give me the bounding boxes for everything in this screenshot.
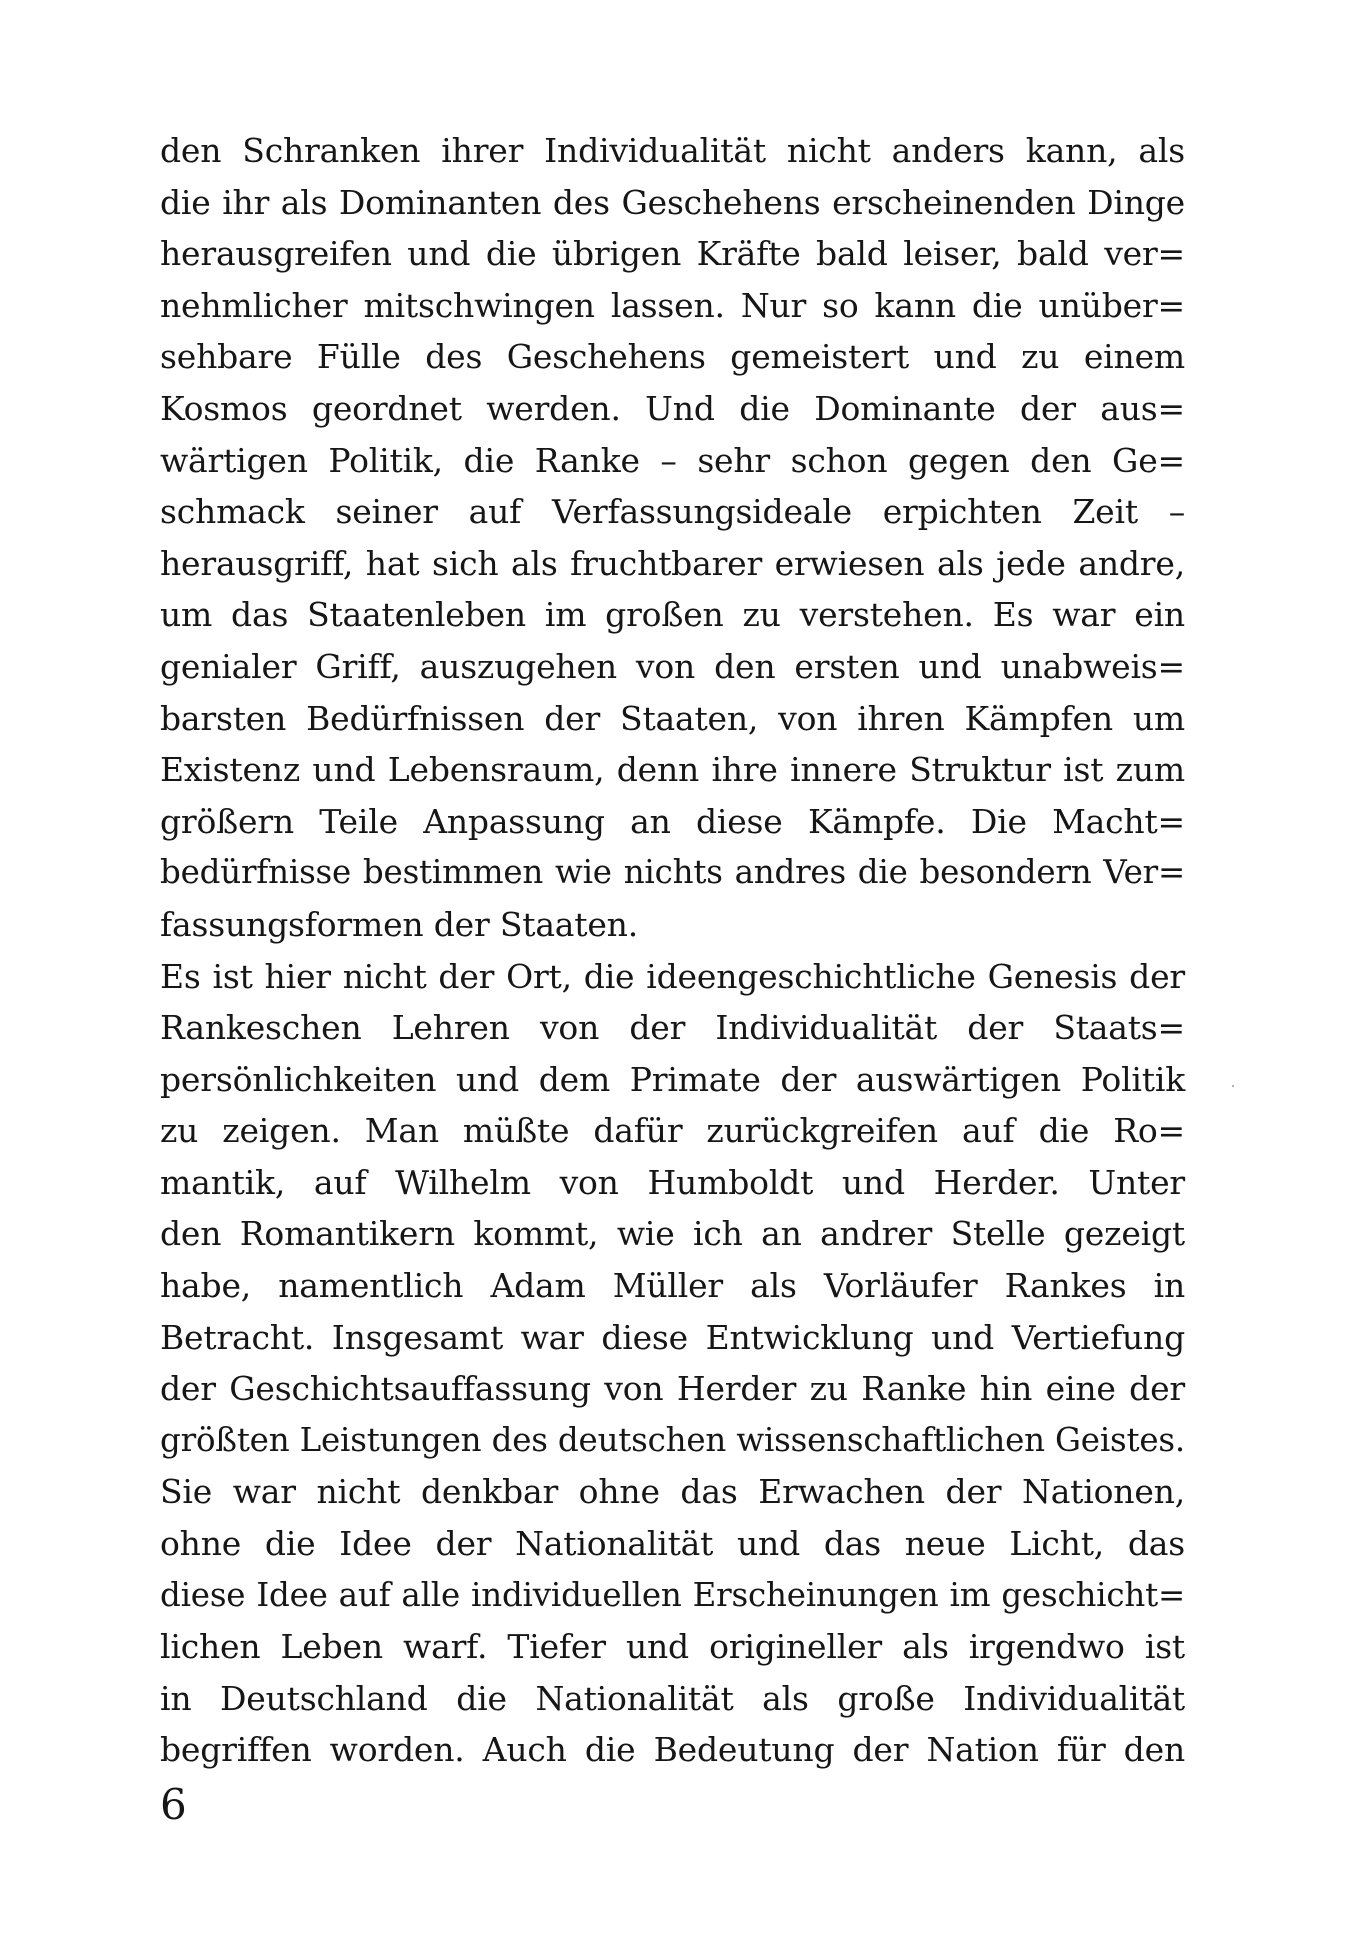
text-line: die ihr als Dominanten des Geschehens erscheinenden Dinge xyxy=(160,182,1185,222)
text-line: größern Teile Anpassung an diese Kämpfe. Die Macht= xyxy=(160,801,1185,841)
text-line: Kosmos geordnet werden. Und die Dominante der aus= xyxy=(160,388,1185,428)
text-line: begriffen worden. Auch die Bedeutung der Nation für den xyxy=(160,1730,1185,1770)
text-line: zu zeigen. Man müßte dafür zurückgreifen auf die Ro= xyxy=(160,1111,1185,1151)
text-line: den Schranken ihrer Individualität nicht anders kann, als xyxy=(160,131,1185,170)
text-line: Sie war nicht denkbar ohne das Erwachen der Nationen, xyxy=(160,1472,1185,1512)
text-line: lichen Leben warf. Tiefer und origineller als irgendwo ist xyxy=(160,1627,1185,1667)
text-line: ohne die Idee der Nationalität und das neue Licht, das xyxy=(160,1524,1185,1564)
text-line: diese Idee auf alle individuellen Erscheinungen im geschicht= xyxy=(160,1575,1185,1614)
text-line: sehbare Fülle des Geschehens gemeistert und zu einem xyxy=(160,337,1185,377)
text-line: mantik, auf Wilhelm von Humboldt und Herder. Unter xyxy=(160,1162,1185,1202)
text-line: herausgriff, hat sich als fruchtbarer erwiesen als jede andre, xyxy=(160,543,1185,583)
text-line: schmack seiner auf Verfassungsideale erpichten Zeit – xyxy=(160,492,1185,532)
text-line: um das Staatenleben im großen zu verstehen. Es war ein xyxy=(160,595,1185,635)
text-line: größten Leistungen des deutschen wissenschaftlichen Geistes. xyxy=(160,1420,1185,1459)
body-text xyxy=(160,125,1185,1776)
text-line: Betracht. Insgesamt war diese Entwicklung und Vertiefung xyxy=(160,1317,1185,1357)
text-line: Rankeschen Lehren von der Individualität der Staats= xyxy=(160,1008,1185,1048)
text-line: wärtigen Politik, die Ranke – sehr schon gegen den Ge= xyxy=(160,440,1185,480)
text-line: fassungsformen der Staaten. xyxy=(160,904,639,944)
text-line: Existenz und Lebensraum, denn ihre innere Struktur ist zum xyxy=(160,750,1185,790)
text-line: barsten Bedürfnissen der Staaten, von ihren Kämpfen um xyxy=(160,698,1185,738)
text-line: den Romantikern kommt, wie ich an andrer Stelle gezeigt xyxy=(160,1214,1185,1254)
text-line: genialer Griff, auszugehen von den ersten und unabweis= xyxy=(160,646,1185,686)
paper-speck xyxy=(1232,1085,1234,1087)
page-number: 6 xyxy=(160,1780,187,1829)
text-line: herausgreifen und die übrigen Kräfte bald leiser, bald ver= xyxy=(160,234,1185,274)
text-line: bedürfnisse bestimmen wie nichts andres die besondern Ver= xyxy=(160,853,1185,892)
text-line: in Deutschland die Nationalität als große Individualität xyxy=(160,1678,1185,1718)
text-line: nehmlicher mitschwingen lassen. Nur so kann die unüber= xyxy=(160,285,1185,325)
text-line: der Geschichtsauffassung von Herder zu Ranke hin eine der xyxy=(160,1369,1185,1409)
text-line: habe, namentlich Adam Müller als Vorläufer Rankes in xyxy=(160,1266,1185,1306)
text-line: Es ist hier nicht der Ort, die ideengeschichtliche Genesis der xyxy=(160,956,1185,996)
text-line: persönlichkeiten und dem Primate der auswärtigen Politik xyxy=(160,1059,1185,1099)
